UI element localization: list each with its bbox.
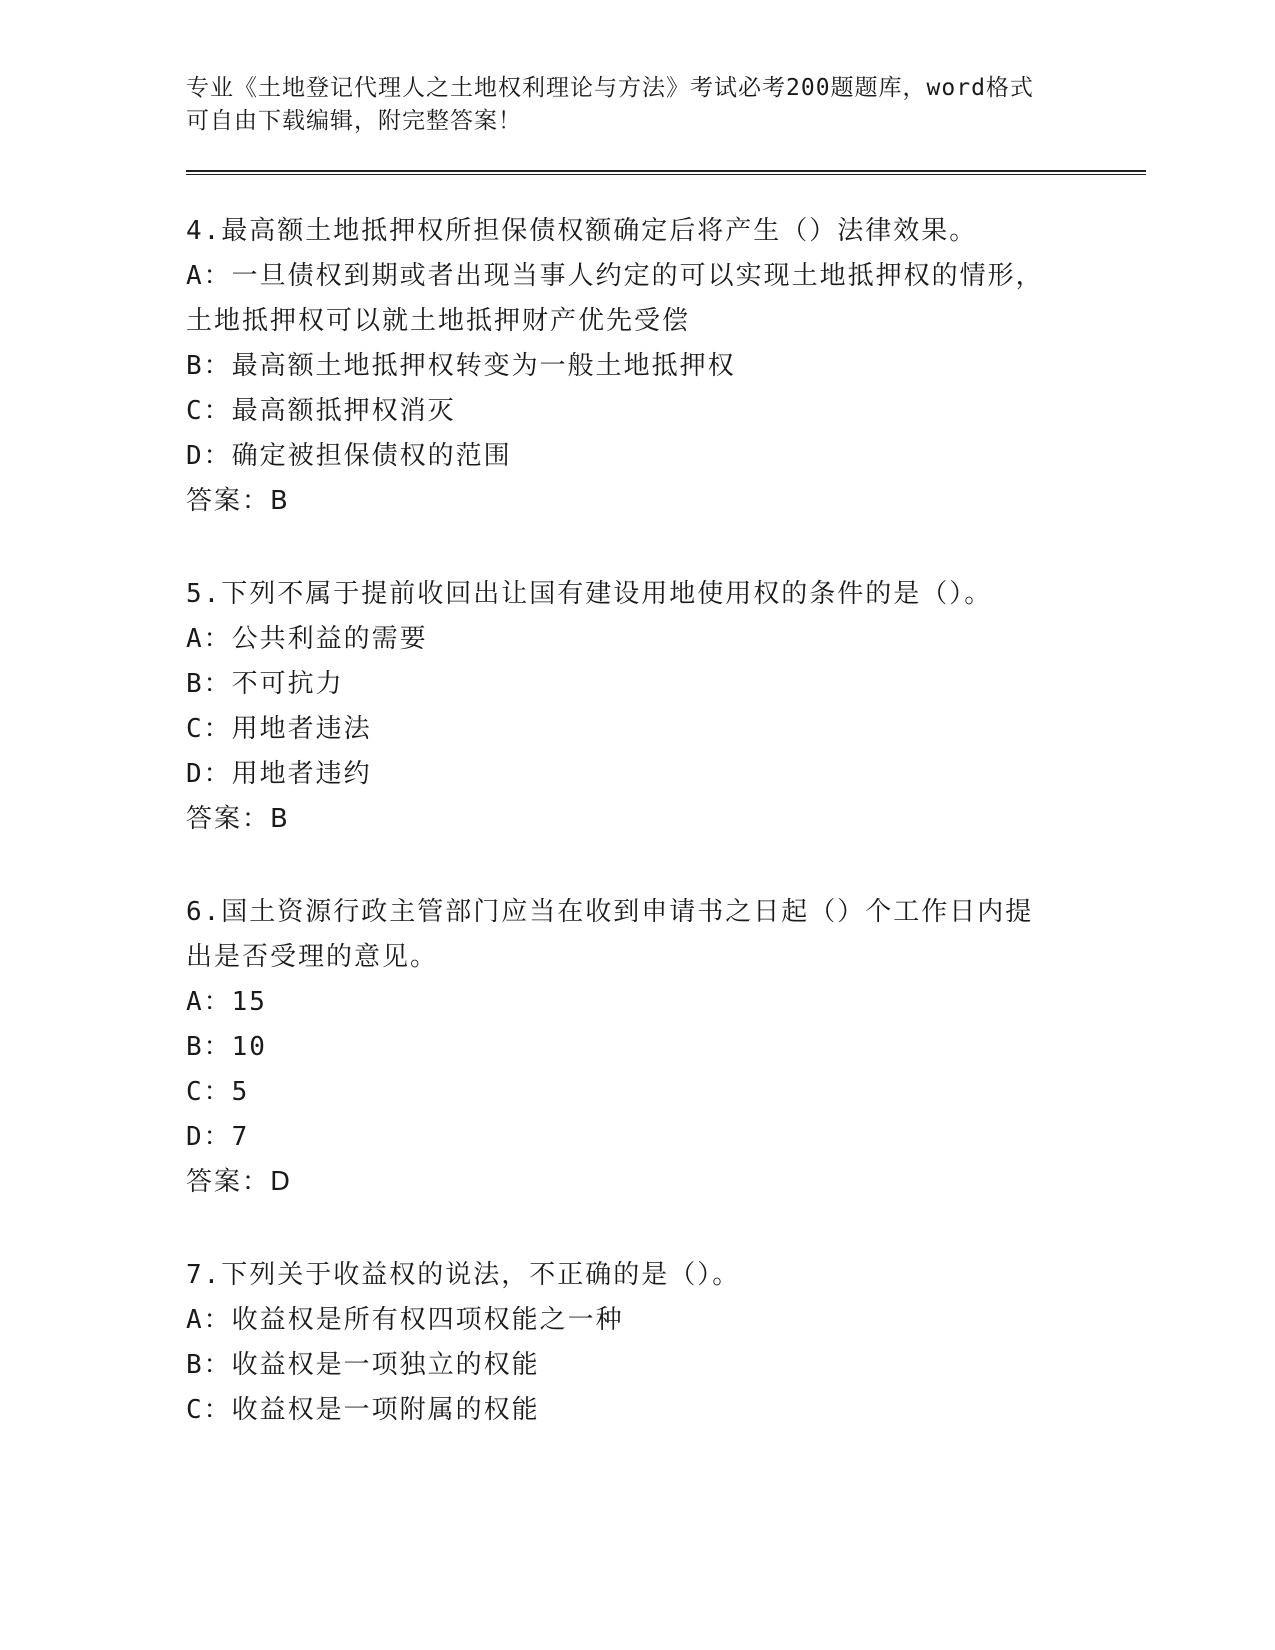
option-c: C：5 [186,1077,250,1107]
question-stem: 4.最高额土地抵押权所担保债权额确定后将产生（）法律效果。 [186,216,978,246]
option-b: B：不可抗力 [186,669,344,699]
option-c: C：收益权是一项附属的权能 [186,1395,540,1425]
question-5 [186,572,1146,842]
question-list [186,209,1146,1433]
option-c: C：用地者违法 [186,714,372,744]
option-d: D：确定被担保债权的范围 [186,441,512,471]
answer-line: 答案：B [186,486,290,516]
option-b: B：最高额土地抵押权转变为一般土地抵押权 [186,351,736,381]
document-header [186,72,1066,138]
option-b: B：收益权是一项独立的权能 [186,1350,540,1380]
question-stem: 6.国土资源行政主管部门应当在收到申请书之日起（）个工作日内提出是否受理的意见。 [186,897,1034,972]
question-stem: 7.下列关于收益权的说法，不正确的是（）。 [186,1260,741,1290]
option-c: C：最高额抵押权消灭 [186,396,456,426]
question-6 [186,890,1146,1205]
answer-line: 答案：D [186,1167,293,1197]
option-d: D：用地者违约 [186,759,372,789]
option-a: A：收益权是所有权四项权能之一种 [186,1305,624,1335]
option-d: D：7 [186,1122,250,1152]
option-a: A：15 [186,987,267,1017]
header-line-1: 专业《土地登记代理人之土地权利理论与方法》考试必考200题题库，word格式 [186,75,1034,101]
option-b: B：10 [186,1032,267,1062]
question-7 [186,1253,1146,1433]
document-page [186,72,1146,1481]
question-4 [186,209,1146,524]
answer-line: 答案：B [186,804,290,834]
header-line-2: 可自由下载编辑，附完整答案！ [186,108,522,134]
option-a: A：一旦债权到期或者出现当事人约定的可以实现土地抵押权的情形，土地抵押权可以就土地抵押财产优先受偿 [186,261,1044,336]
question-stem: 5.下列不属于提前收回出让国有建设用地使用权的条件的是（）。 [186,579,993,609]
option-a: A：公共利益的需要 [186,624,428,654]
header-divider [186,170,1146,175]
